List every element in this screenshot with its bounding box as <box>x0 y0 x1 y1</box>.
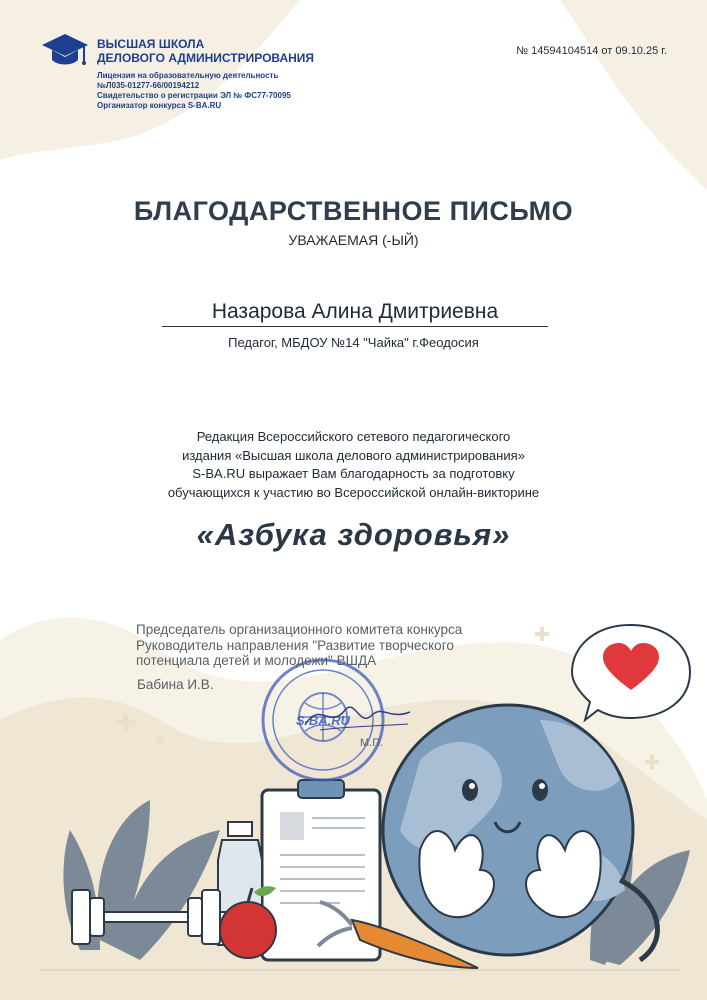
letter-body <box>120 428 587 502</box>
stamp-center-text: S-BA.RU <box>295 713 351 728</box>
body-line: Редакция Всероссийского сетевого педагогического <box>196 429 511 444</box>
signature-line: потенциала детей и молодежи" ВШДА <box>136 653 377 668</box>
org-name-line2: ДЕЛОВОГО АДМИНИСТРИРОВАНИЯ <box>97 51 315 65</box>
document-number: № 14594104514 от 09.10.25 г. <box>516 45 667 57</box>
body-line: издания «Высшая школа делового администрирования» <box>182 447 525 463</box>
letter-title: БЛАГОДАРСТВЕННОЕ ПИСЬМО <box>133 196 574 226</box>
handwritten-signature <box>300 690 420 740</box>
license-number: №Л035-01277-66/00194212 <box>97 81 200 90</box>
recipient-name: Назарова Алина Дмитриевна <box>162 300 548 327</box>
body-line: обучающихся к участию во Всероссийской онлайн-викторине <box>167 484 540 500</box>
signatory-name: Бабина И.В. <box>137 677 214 692</box>
license-text: Лицензия на образовательную деятельность <box>97 71 279 80</box>
organizer-text: Организатор конкурса S-BA.RU <box>97 101 222 110</box>
org-name-line1: ВЫСШАЯ ШКОЛА <box>97 37 205 51</box>
organization-meta <box>97 71 291 111</box>
salutation: УВАЖАЕМАЯ (-ЫЙ) <box>288 232 419 248</box>
seal-placeholder-label: М.П. <box>360 737 384 749</box>
recipient-position: Педагог, МБДОУ №14 "Чайка" г.Феодосия <box>228 335 479 350</box>
signature-block <box>136 622 516 669</box>
event-title: «Азбука здоровья» <box>196 517 511 552</box>
registration-text: Свидетельство о регистрации ЭЛ № ФС77-70095 <box>97 91 291 100</box>
body-line: S-BA.RU выражает Вам благодарность за подготовку <box>192 466 515 481</box>
organization-name <box>97 37 314 65</box>
graduation-cap-icon <box>40 32 90 72</box>
signature-line: Руководитель направления "Развитие творческого <box>136 637 454 653</box>
signature-line: Председатель организационного комитета конкурса <box>136 622 463 637</box>
